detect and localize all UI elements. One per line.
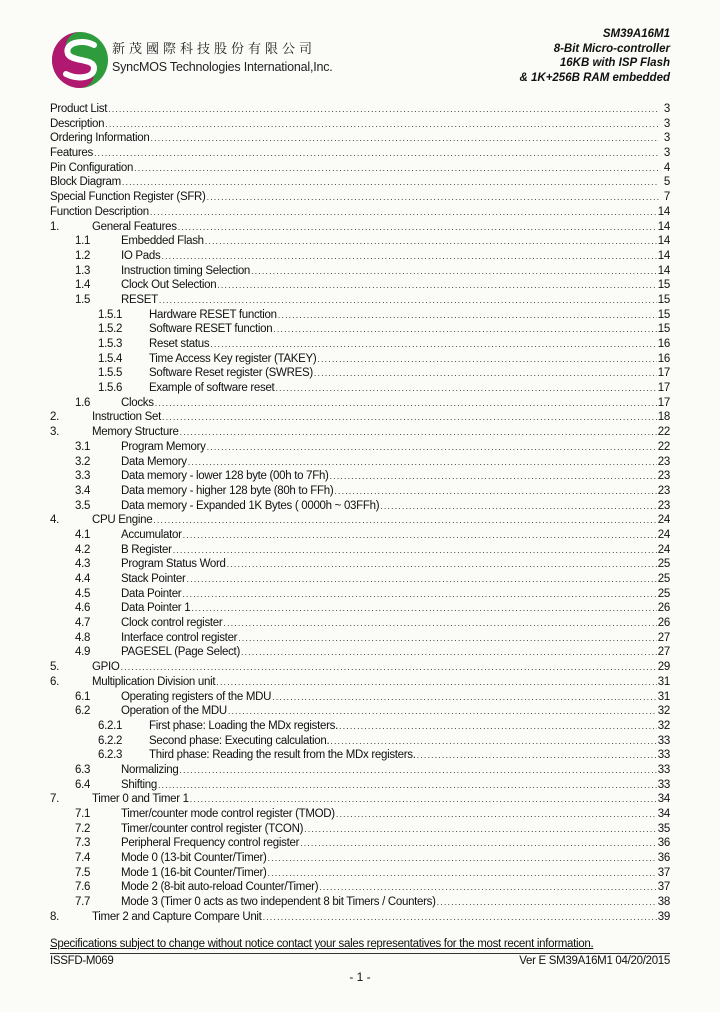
toc-entry[interactable] [50,455,670,470]
toc-entry-number: 3.1 [75,440,91,453]
toc-entry[interactable] [50,704,670,719]
toc-entry[interactable] [50,425,670,440]
title-line-3: 16KB with ISP Flash [559,57,670,70]
toc-entry-page: 24 [657,528,670,541]
toc-dot-leader [334,484,656,499]
toc-entry[interactable] [50,293,670,308]
toc-entry-title: Example of software reset [149,382,275,395]
toc-dot-leader [339,719,657,734]
toc-entry[interactable] [50,587,670,602]
toc-dot-leader [275,381,656,396]
toc-entry-title: Memory Structure [92,426,179,439]
toc-entry-number: 4.5 [75,587,91,600]
toc-dot-leader [121,660,657,675]
toc-entry[interactable] [50,763,670,778]
toc-entry-title: Instruction Set [92,411,162,424]
toc-entry-page: 14 [657,235,670,248]
toc-entry[interactable] [50,381,670,396]
toc-entry[interactable] [50,234,670,249]
toc-entry-title: Special Function Register (SFR) [50,191,206,204]
toc-entry[interactable] [50,645,670,660]
toc-dot-leader [188,455,657,470]
title-line-2: 8-Bit Micro-controller [553,42,670,55]
toc-entry[interactable] [50,161,670,176]
toc-entry-page: 37 [657,881,670,894]
toc-dot-leader [190,792,657,807]
toc-entry-number: 4.2 [75,543,91,556]
toc-dot-leader [150,131,659,146]
toc-entry-number: 3.3 [75,470,91,483]
toc-entry[interactable] [50,146,670,161]
toc-entry-number: 4.3 [75,558,91,571]
toc-entry-title: Timer/counter control register (TCON) [121,822,304,835]
toc-entry-title: Software RESET function [149,323,273,336]
toc-entry-title: Shifting [121,778,157,791]
toc-dot-leader [191,601,656,616]
toc-entry-title: Data Pointer [121,587,182,600]
toc-entry-page: 34 [657,793,670,806]
toc-entry[interactable] [50,616,670,631]
toc-entry-title: Mode 1 (16-bit Counter/Timer) [121,866,267,879]
toc-entry[interactable] [50,366,670,381]
toc-dot-leader [300,836,657,851]
toc-entry[interactable] [50,322,670,337]
toc-entry-title: Clock control register [121,617,223,630]
toc-dot-leader [179,763,656,778]
part-number: SM39A16M1 [602,28,670,40]
toc-dot-leader [268,851,657,866]
toc-entry-number: 3.5 [75,499,91,512]
toc-entry[interactable] [50,513,670,528]
toc-entry-page: 23 [657,455,670,468]
toc-entry-number: 1.5 [75,293,91,306]
toc-entry-page: 17 [657,367,670,380]
toc-entry-title: Embedded Flash [121,235,204,248]
toc-entry-number: 1.5.1 [98,308,123,321]
toc-entry-title: Normalizing [121,763,179,776]
toc-dot-leader [228,704,657,719]
toc-entry-page: 25 [657,573,670,585]
toc-dot-leader [380,499,657,514]
toc-dot-leader [217,278,657,293]
toc-entry[interactable] [50,440,670,455]
toc-dot-leader [162,410,657,425]
toc-entry-page: 14 [657,205,670,218]
toc-entry-page: 3 [663,132,670,145]
toc-dot-leader [317,352,656,367]
toc-entry-title: Ordering Information [50,132,150,145]
toc-entry-title: Program Status Word [121,558,226,571]
toc-entry-title: Hardware RESET function [149,308,277,321]
toc-entry-page: 34 [657,808,670,820]
toc-dot-leader [155,396,657,411]
company-name-english: SyncMOS Technologies International,Inc. [112,60,333,74]
toc-entry-number: 1.5.5 [98,367,123,380]
toc-entry-page: 14 [657,249,670,262]
toc-entry-title: PAGESEL (Page Select) [121,646,240,659]
toc-entry-number: 7.3 [75,837,91,850]
toc-entry-page: 3 [663,147,670,160]
toc-entry[interactable] [50,278,670,293]
toc-dot-leader [183,528,657,543]
toc-entry[interactable] [50,734,670,749]
toc-dot-leader [251,264,657,279]
toc-entry-title: Reset status [149,338,210,350]
toc-entry-title: First phase: Loading the MDx registers. [149,719,339,732]
toc-entry-title: Time Access Key register (TAKEY) [149,352,317,365]
toc-entry-page: 33 [657,749,670,762]
toc-dot-leader [272,690,657,705]
toc-entry-number: 7.1 [75,808,91,820]
toc-entry-title: RESET [121,293,158,306]
toc-entry[interactable] [50,528,670,543]
toc-dot-leader [94,146,659,161]
toc-entry-page: 4 [663,161,670,174]
toc-entry-number: 4.1 [75,528,91,541]
toc-entry[interactable] [50,410,670,425]
toc-entry-number: 1. [50,220,59,233]
toc-entry-title: Peripheral Frequency control register [121,837,300,850]
toc-entry[interactable] [50,866,670,881]
toc-dot-leader [216,675,657,690]
toc-entry[interactable] [50,499,670,514]
toc-entry-number: 8. [50,910,59,923]
toc-entry[interactable] [50,249,670,264]
toc-entry[interactable] [50,220,670,235]
toc-entry-number: 4.8 [75,631,91,644]
toc-entry[interactable] [50,807,670,822]
toc-entry-title: Software Reset register (SWRES) [149,367,313,380]
toc-entry-page: 16 [657,352,670,365]
toc-entry-title: Mode 3 (Timer 0 acts as two independent 8 bit Timers / Counters) [121,896,436,909]
toc-dot-leader [437,895,657,910]
toc-dot-leader [159,293,657,308]
toc-entry-number: 1.6 [75,396,91,409]
toc-entry[interactable] [50,778,670,793]
toc-entry-title: Timer/counter mode control register (TMOD) [121,808,335,820]
toc-entry-number: 4. [50,514,59,527]
toc-entry-number: 3.4 [75,484,91,497]
toc-entry[interactable] [50,469,670,484]
toc-entry[interactable] [50,631,670,646]
toc-entry-title: Data Pointer 1 [121,602,191,615]
company-name-chinese: 新茂國際科技股份有限公司 [112,42,317,57]
toc-entry[interactable] [50,822,670,837]
toc-entry-page: 22 [657,426,670,439]
toc-entry-page: 18 [657,411,670,424]
toc-dot-leader [207,440,657,455]
toc-dot-leader [105,117,659,132]
toc-entry-page: 29 [657,661,670,674]
toc-entry-title: Third phase: Reading the result from the MDx registers. [149,749,416,762]
toc-entry-page: 23 [657,499,670,512]
toc-entry-title: Interface control register [121,631,238,644]
toc-entry[interactable] [50,396,670,411]
toc-entry-title: Accumulator [121,528,182,541]
toc-dot-leader [150,205,657,220]
version-date: Ver E SM39A16M1 04/20/2015 [519,955,670,967]
toc-dot-leader [134,161,659,176]
toc-entry-page: 14 [657,220,670,233]
toc-entry[interactable] [50,264,670,279]
toc-dot-leader [336,807,657,822]
toc-entry[interactable] [50,131,670,146]
toc-entry-page: 31 [657,675,670,688]
toc-entry[interactable] [50,910,670,925]
title-line-4: & 1K+256B RAM embedded [519,71,670,84]
toc-entry-page: 37 [657,866,670,879]
toc-entry-number: 6.2 [75,705,91,718]
toc-dot-leader [153,513,657,528]
company-name [112,38,333,74]
toc-entry-page: 32 [657,705,670,718]
toc-entry-title: Data Memory [121,455,187,468]
toc-entry[interactable] [50,895,670,910]
toc-entry-page: 25 [657,558,670,571]
toc-entry-number: 7.7 [75,896,91,909]
toc-entry-number: 7.4 [75,852,91,865]
toc-entry-number: 6.1 [75,690,91,703]
toc-entry-number: 7.5 [75,866,91,879]
toc-entry[interactable] [50,719,670,734]
page-number: - 1 - [349,970,371,984]
toc-dot-leader [314,366,657,381]
toc-entry-title: Description [50,117,105,130]
toc-entry-number: 1.5.4 [98,352,123,365]
specification-notice: Specifications subject to change without notice contact your sales representatives for the most recent information. [50,938,594,950]
toc-dot-leader [330,734,656,749]
document-id: ISSFD-M069 [50,955,114,967]
toc-entry-page: 14 [657,264,670,277]
toc-entry-title: CPU Engine [92,514,153,527]
toc-entry-page: 35 [657,822,670,835]
toc-entry-page: 24 [657,543,670,556]
document-title-block [520,27,671,85]
toc-entry-page: 27 [657,631,670,644]
toc-entry-number: 3. [50,426,59,439]
toc-entry-page: 32 [657,719,670,732]
toc-entry-page: 23 [657,470,670,483]
toc-entry-number: 7. [50,793,59,806]
toc-entry-page: 33 [657,734,670,747]
toc-entry-page: 16 [657,338,670,350]
footer-bar [50,953,670,967]
toc-entry-title: IO Pads [121,249,161,262]
toc-entry-page: 25 [657,587,670,600]
toc-entry-number: 6. [50,675,59,688]
toc-entry-number: 1.4 [75,279,91,292]
toc-dot-leader [180,425,657,440]
toc-dot-leader [187,572,657,587]
toc-entry-page: 33 [657,778,670,791]
toc-entry-page: 33 [657,763,670,776]
toc-entry-page: 15 [657,279,670,292]
toc-entry[interactable] [50,352,670,367]
toc-entry-page: 15 [657,293,670,306]
toc-entry-number: 4.9 [75,646,91,659]
toc-entry-title: Mode 0 (13-bit Counter/Timer) [121,852,267,865]
toc-dot-leader [238,631,657,646]
toc-entry-number: 3.2 [75,455,91,468]
toc-entry-page: 17 [657,382,670,395]
toc-dot-leader [304,822,657,837]
toc-entry-title: Operation of the MDU [121,705,227,718]
toc-dot-leader [207,190,659,205]
toc-entry-title: Instruction timing Selection [121,264,251,277]
toc-dot-leader [210,337,656,352]
toc-entry-page: 3 [663,103,670,115]
toc-entry[interactable] [50,601,670,616]
toc-entry[interactable] [50,484,670,499]
table-of-contents [50,102,670,925]
toc-entry-title: Clock Out Selection [121,279,217,292]
toc-entry-number: 1.5.2 [98,323,123,336]
toc-entry[interactable] [50,880,670,895]
toc-entry[interactable] [50,308,670,323]
syncmos-s-logo-icon [50,30,110,90]
toc-entry-page: 17 [657,396,670,409]
toc-entry[interactable] [50,572,670,587]
toc-entry-page: 3 [663,117,670,130]
toc-entry-number: 6.2.1 [98,719,123,732]
toc-entry-page: 23 [657,484,670,497]
toc-entry-title: Function Description [50,205,149,218]
toc-entry-title: Data memory - Expanded 1K Bytes ( 0000h ~ 03FFh) [121,499,380,512]
toc-entry-title: Timer 0 and Timer 1 [92,793,189,806]
toc-entry-title: Clocks [121,396,154,409]
toc-entry-title: Block Diagram [50,176,121,189]
toc-dot-leader [268,866,657,881]
toc-dot-leader [227,557,657,572]
toc-entry-title: Operating registers of the MDU [121,690,272,703]
toc-entry-page: 26 [657,617,670,630]
toc-entry-number: 2. [50,411,59,424]
toc-entry[interactable] [50,660,670,675]
toc-entry-page: 24 [657,514,670,527]
toc-dot-leader [182,587,656,602]
toc-entry-title: B Register [121,543,172,556]
toc-entry-title: Pin Configuration [50,161,134,174]
toc-entry[interactable] [50,102,670,117]
toc-dot-leader [417,748,657,763]
toc-entry[interactable] [50,117,670,132]
toc-entry[interactable] [50,337,670,352]
toc-dot-leader [273,322,657,337]
toc-entry[interactable] [50,190,670,205]
toc-entry-title: Program Memory [121,440,206,453]
toc-dot-leader [161,249,656,264]
toc-entry[interactable] [50,748,670,763]
toc-entry[interactable] [50,851,670,866]
toc-entry-page: 38 [657,896,670,909]
toc-entry-title: Second phase: Executing calculation. [149,734,330,747]
toc-entry-page: 31 [657,690,670,703]
toc-entry[interactable] [50,675,670,690]
toc-dot-leader [278,308,657,323]
toc-entry[interactable] [50,205,670,220]
toc-entry[interactable] [50,792,670,807]
toc-entry-page: 15 [657,308,670,321]
toc-entry-title: Data memory - higher 128 byte (80h to FFh) [121,484,334,497]
toc-entry-title: GPIO [92,661,120,674]
toc-dot-leader [205,234,657,249]
toc-entry[interactable] [50,836,670,851]
toc-entry-title: Stack Pointer [121,573,186,585]
toc-entry-number: 1.3 [75,264,91,277]
toc-dot-leader [241,645,657,660]
toc-entry-page: 15 [657,323,670,336]
toc-entry-title: Multiplication Division unit [92,675,216,688]
toc-entry[interactable] [50,690,670,705]
toc-entry-number: 6.4 [75,778,91,791]
toc-entry-page: 5 [663,176,670,189]
toc-entry-number: 6.3 [75,763,91,776]
toc-entry-page: 7 [663,191,670,204]
toc-entry-number: 1.5.6 [98,382,123,395]
toc-dot-leader [108,102,659,117]
toc-entry-page: 26 [657,602,670,615]
toc-entry-number: 7.2 [75,822,91,835]
toc-entry-number: 4.6 [75,602,91,615]
toc-dot-leader [122,175,659,190]
toc-entry-page: 36 [657,852,670,865]
toc-entry-page: 36 [657,837,670,850]
toc-dot-leader [330,469,657,484]
page-header [0,0,720,100]
toc-dot-leader [319,880,657,895]
toc-entry-title: Features [50,147,93,160]
toc-entry[interactable] [50,175,670,190]
toc-entry[interactable] [50,543,670,558]
toc-dot-leader [223,616,656,631]
toc-dot-leader [263,910,657,925]
toc-entry-title: Mode 2 (8-bit auto-reload Counter/Timer) [121,881,319,894]
toc-entry-number: 7.6 [75,881,91,894]
toc-entry-number: 5. [50,661,59,674]
toc-entry-title: Timer 2 and Capture Compare Unit [92,910,262,923]
toc-entry-number: 6.2.3 [98,749,123,762]
toc-dot-leader [178,220,657,235]
toc-entry-page: 22 [657,440,670,453]
toc-entry-number: 4.7 [75,617,91,630]
toc-entry[interactable] [50,557,670,572]
toc-entry-page: 27 [657,646,670,659]
toc-dot-leader [158,778,657,793]
toc-entry-number: 4.4 [75,573,91,585]
toc-entry-number: 6.2.2 [98,734,123,747]
toc-entry-number: 1.5.3 [98,338,123,350]
toc-entry-title: General Features [92,220,177,233]
toc-entry-number: 1.2 [75,249,91,262]
toc-entry-number: 1.1 [75,235,91,248]
toc-dot-leader [173,543,657,558]
toc-entry-title: Product List [50,103,108,115]
toc-entry-page: 39 [657,910,670,923]
toc-entry-title: Data memory - lower 128 byte (00h to 7Fh) [121,470,329,483]
